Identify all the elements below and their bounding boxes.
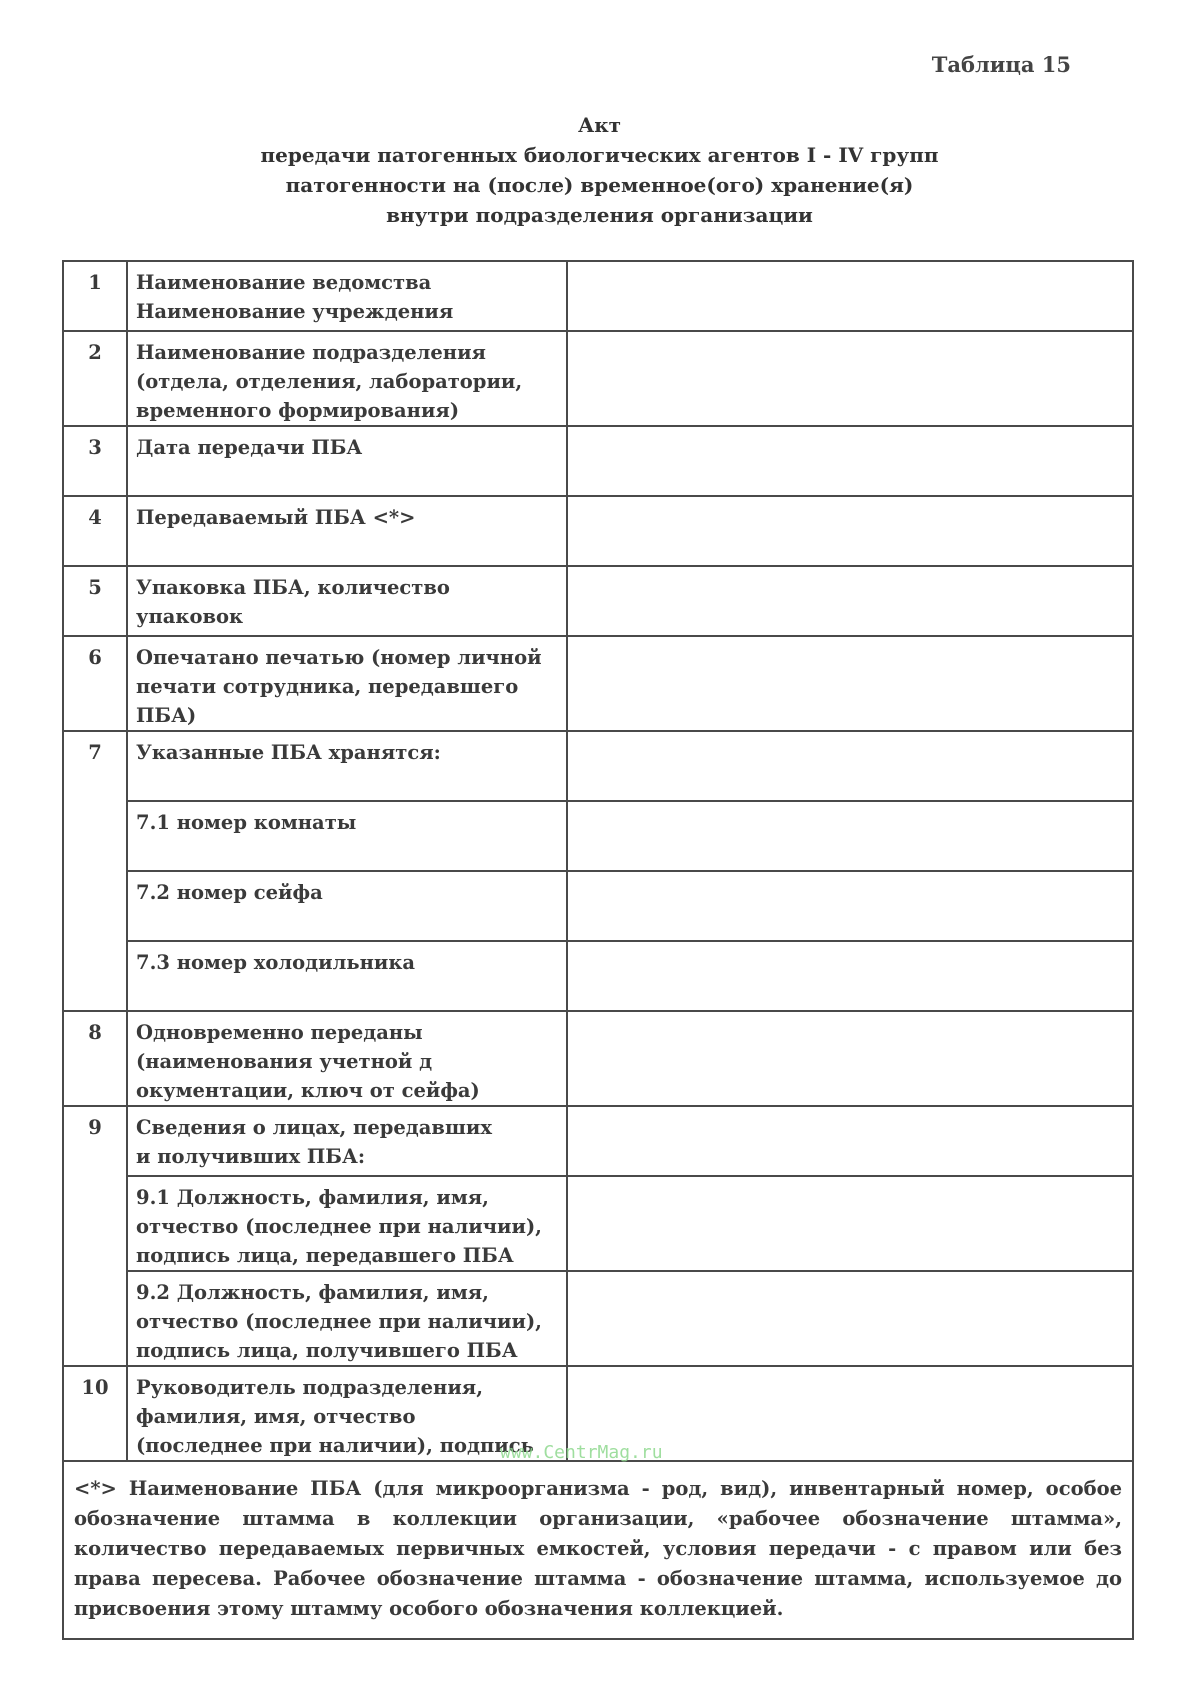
title-line-1: Акт [577,113,622,137]
row-value-cell[interactable] [567,1106,1133,1176]
table-subrow [63,871,1133,941]
row-label: Сведения о лицах, передавших и получивших ПБА: [127,1106,567,1176]
table-subrow [63,1176,1133,1271]
row-label: Упаковка ПБА, количество упаковок [127,566,567,636]
table-subrow [63,1271,1133,1366]
row-number: 4 [63,496,127,566]
row-number: 6 [63,636,127,731]
row-value-cell[interactable] [567,331,1133,426]
subrow-label: 7.1 номер комнаты [127,801,567,871]
row-number: 1 [63,261,127,331]
subrow-label: 9.1 Должность, фамилия, имя, отчество (последнее при наличии), подпись лица, передавшего ПБА [127,1176,567,1271]
row-label: Наименование подразделения (отдела, отделения, лаборатории, временного формирования) [127,331,567,426]
row-value-cell[interactable] [567,871,1133,941]
subrow-label: 7.2 номер сейфа [127,871,567,941]
table-row [63,1011,1133,1106]
row-label: Одновременно переданы (наименования учетной д окументации, ключ от сейфа) [127,1011,567,1106]
table-row [63,636,1133,731]
row-value-cell[interactable] [567,1176,1133,1271]
title-line-3: патогенности на (после) временное(ого) хранение(я) [285,173,914,197]
row-label: Опечатано печатью (номер личной печати сотрудника, передавшего ПБА) [127,636,567,731]
table-subrow [63,941,1133,1011]
row-value-cell[interactable] [567,496,1133,566]
row-value-cell[interactable] [567,636,1133,731]
row-number: 8 [63,1011,127,1106]
row-number: 3 [63,426,127,496]
row-label: Передаваемый ПБА <*> [127,496,567,566]
table-row [63,731,1133,801]
row-number: 9 [63,1106,127,1366]
row-value-cell[interactable] [567,566,1133,636]
table-row [63,1106,1133,1176]
subrow-label: 7.3 номер холодильника [127,941,567,1011]
footnote-row [63,1461,1133,1639]
row-value-cell[interactable] [567,426,1133,496]
footnote-text: <*> Наименование ПБА (для микроорганизма - род, вид), инвентарный номер, особое обозначение штамма в коллекции организации, «рабочее обозначение штамма», количество передаваемых первичных емкостей, условия передачи - с правом или без права пересева. Рабочее обозначение штамма - обозначение штамма, используемое до присвоения этому штамму особого обозначения коллекцией. [63,1461,1133,1639]
table-row [63,331,1133,426]
row-value-cell[interactable] [567,261,1133,331]
row-label: Дата передачи ПБА [127,426,567,496]
row-value-cell[interactable] [567,731,1133,801]
subrow-label: 9.2 Должность, фамилия, имя, отчество (последнее при наличии), подпись лица, получившего ПБА [127,1271,567,1366]
title-line-2: передачи патогенных биологических агентов I - IV групп [260,143,939,167]
table-row [63,261,1133,331]
act-table [62,260,1134,1640]
table-subrow [63,801,1133,871]
row-number: 2 [63,331,127,426]
table-row [63,566,1133,636]
row-value-cell[interactable] [567,1271,1133,1366]
row-number: 5 [63,566,127,636]
row-value-cell[interactable] [567,941,1133,1011]
row-label: Руководитель подразделения, фамилия, имя, отчество (последнее при наличии), подпись [127,1366,567,1461]
document-title [0,110,1199,230]
table-row [63,426,1133,496]
row-label: Наименование ведомства Наименование учреждения [127,261,567,331]
row-number: 7 [63,731,127,1011]
table-number-label: Таблица 15 [931,52,1071,77]
row-value-cell[interactable] [567,801,1133,871]
row-value-cell[interactable] [567,1011,1133,1106]
watermark-text: www.CentrMag.ru [500,1442,663,1463]
row-label: Указанные ПБА хранятся: [127,731,567,801]
row-number: 10 [63,1366,127,1461]
table-row [63,496,1133,566]
title-line-4: внутри подразделения организации [386,203,813,227]
